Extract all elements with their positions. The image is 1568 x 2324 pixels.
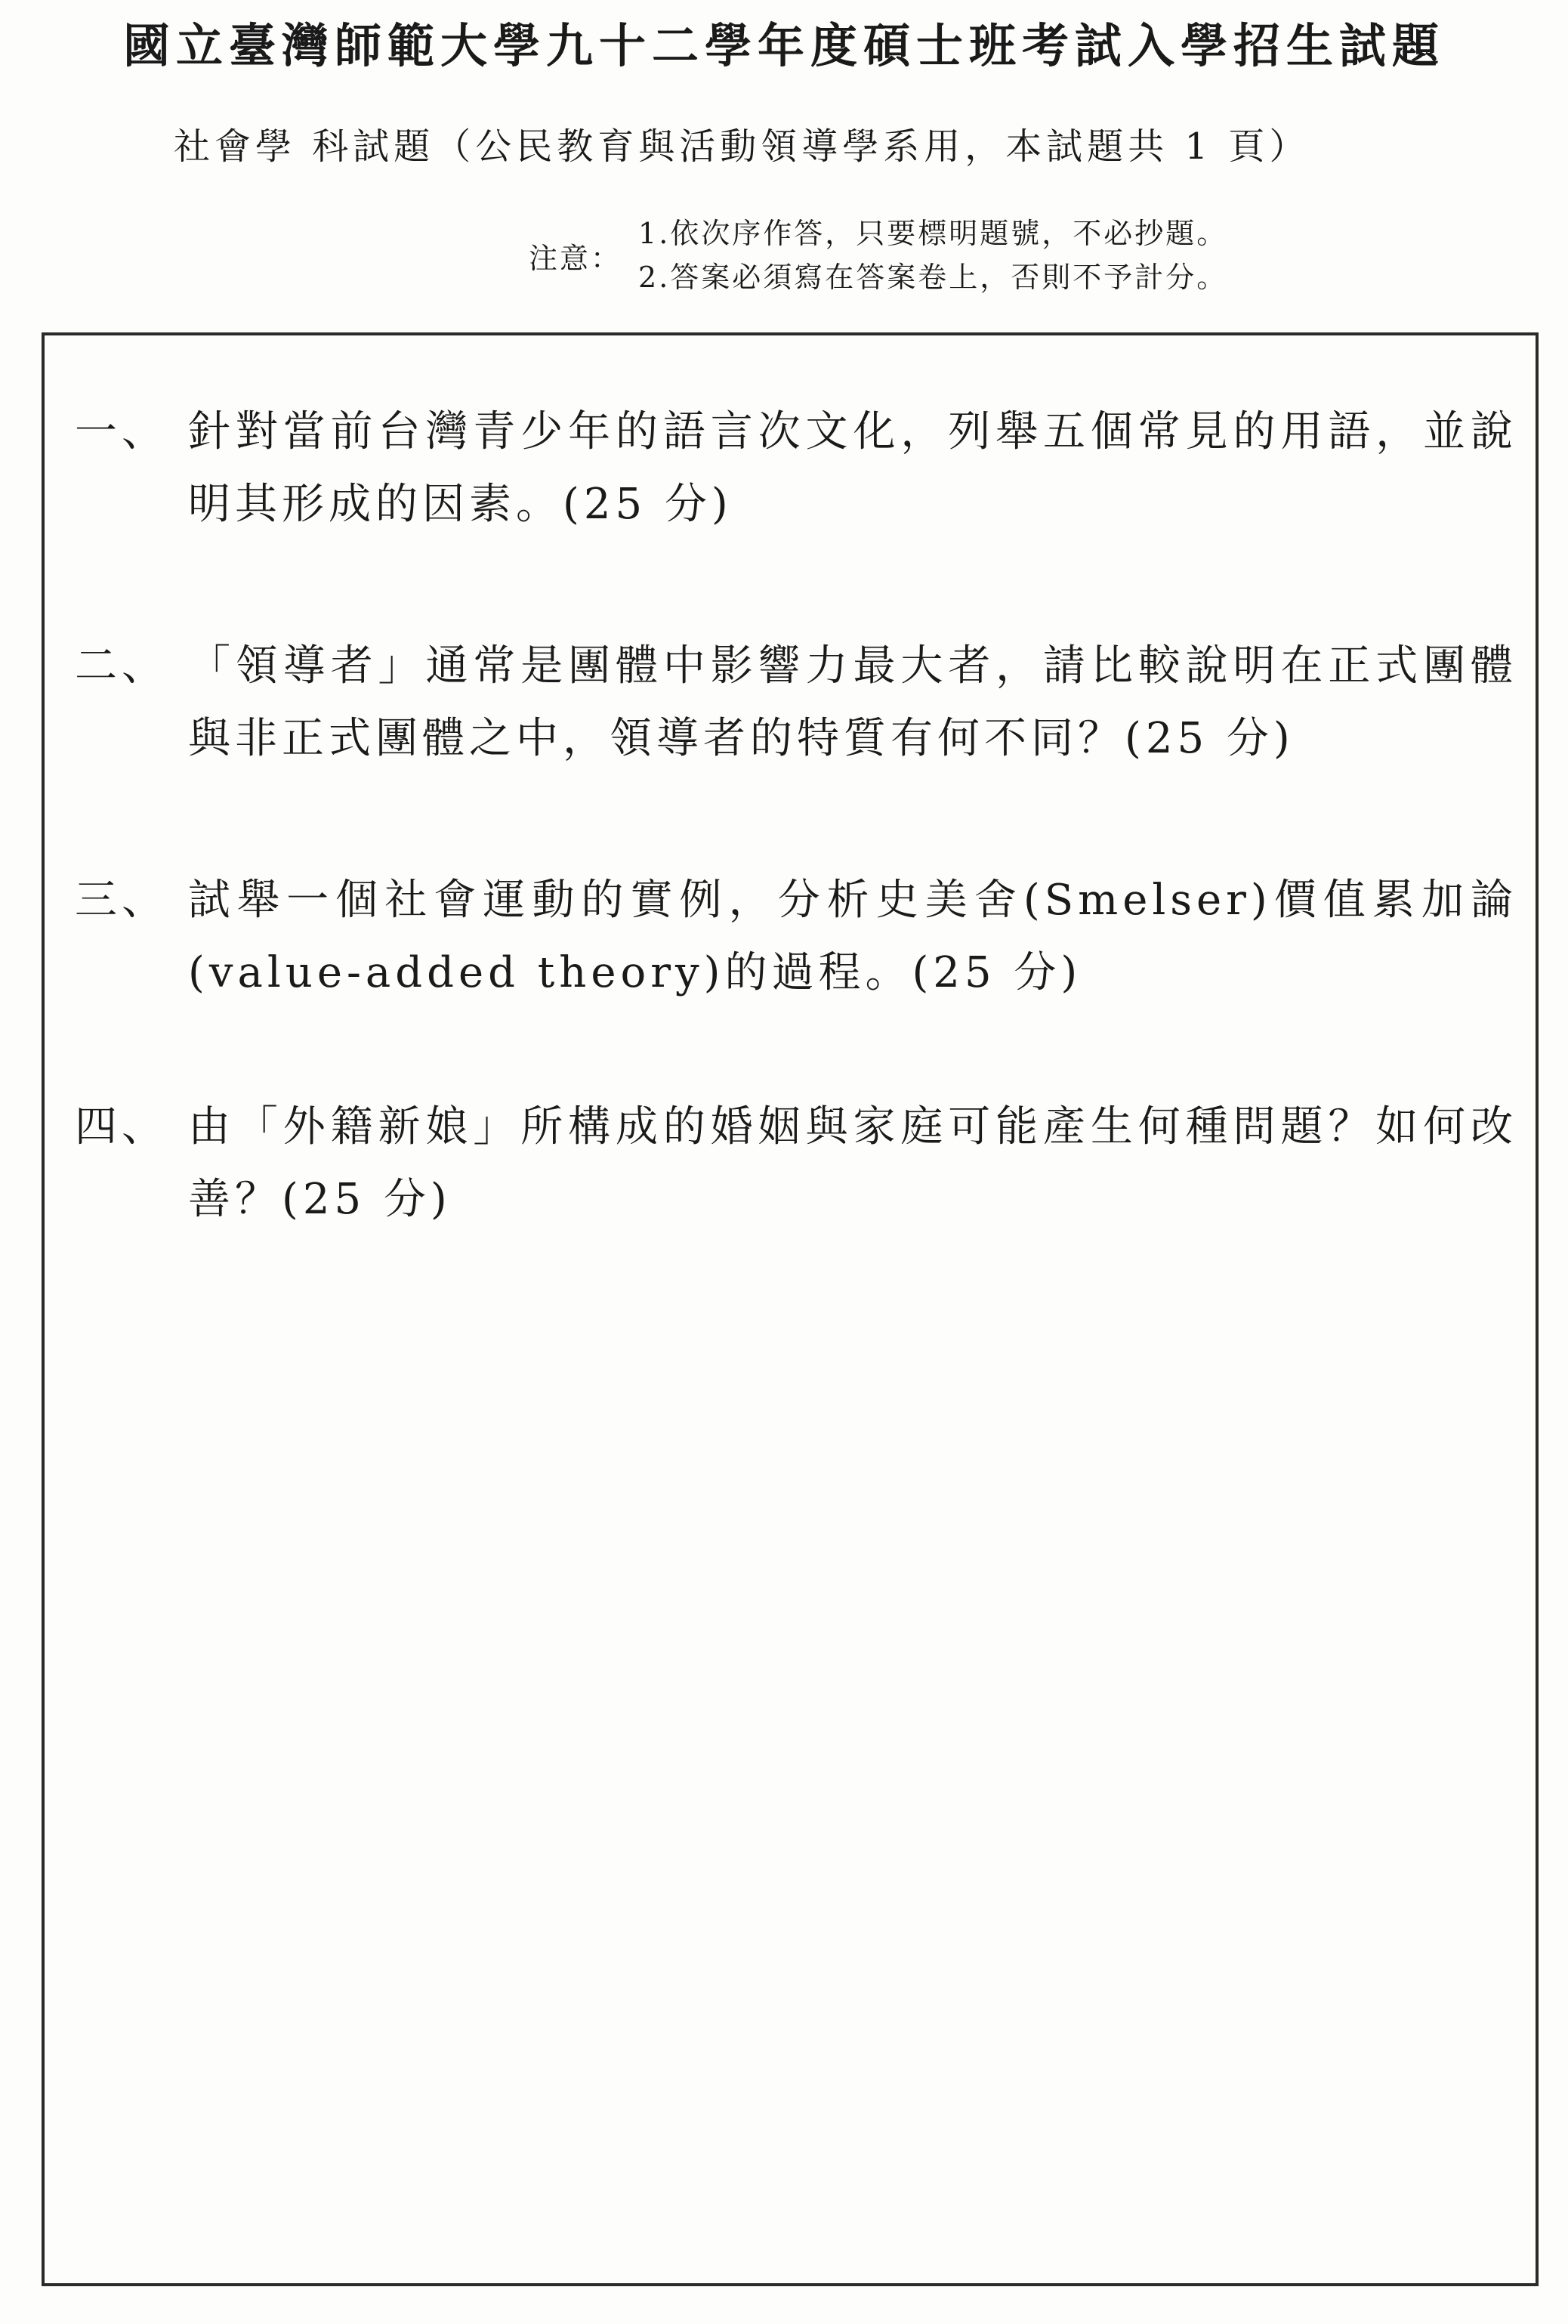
- question-text: 試舉一個社會運動的實例，分析史美舍(Smelser)價值累加論(value-added theory)的過程。(25 分): [188, 876, 1517, 997]
- question-2: [75, 630, 1517, 775]
- question-number: 四、: [75, 1102, 168, 1151]
- question-box: [42, 332, 1539, 2286]
- notice-item-1: 1.依次序作答，只要標明題號，不必抄題。: [638, 217, 1228, 250]
- question-1: [75, 396, 1517, 541]
- question-number: 三、: [75, 876, 168, 925]
- question-text: 「領導者」通常是團體中影響力最大者，請比較說明在正式團體與非正式團體之中，領導者的特質有何不同？(25 分): [188, 641, 1517, 763]
- notice-list: [638, 212, 1227, 299]
- question-number: 二、: [75, 641, 168, 691]
- notice-label: 注意：: [529, 241, 622, 275]
- exam-title: 國立臺灣師範大學九十二學年度碩士班考試入學招生試題: [122, 18, 1445, 73]
- notice-item-2: 2.答案必須寫在答案卷上，否則不予計分。: [638, 261, 1228, 294]
- question-text: 由「外籍新娘」所構成的婚姻與家庭可能產生何種問題？如何改善？(25 分): [188, 1102, 1517, 1224]
- question-text: 針對當前台灣青少年的語言次文化，列舉五個常見的用語，並說明其形成的因素。(25 分): [188, 407, 1517, 529]
- question-3: [75, 864, 1517, 1009]
- notice-block: [529, 212, 1227, 299]
- question-number: 一、: [75, 407, 168, 456]
- subject-line: 社會學 科試題（公民教育與活動領導學系用，本試題共 1 頁）: [174, 125, 1310, 168]
- question-4: [75, 1091, 1517, 1236]
